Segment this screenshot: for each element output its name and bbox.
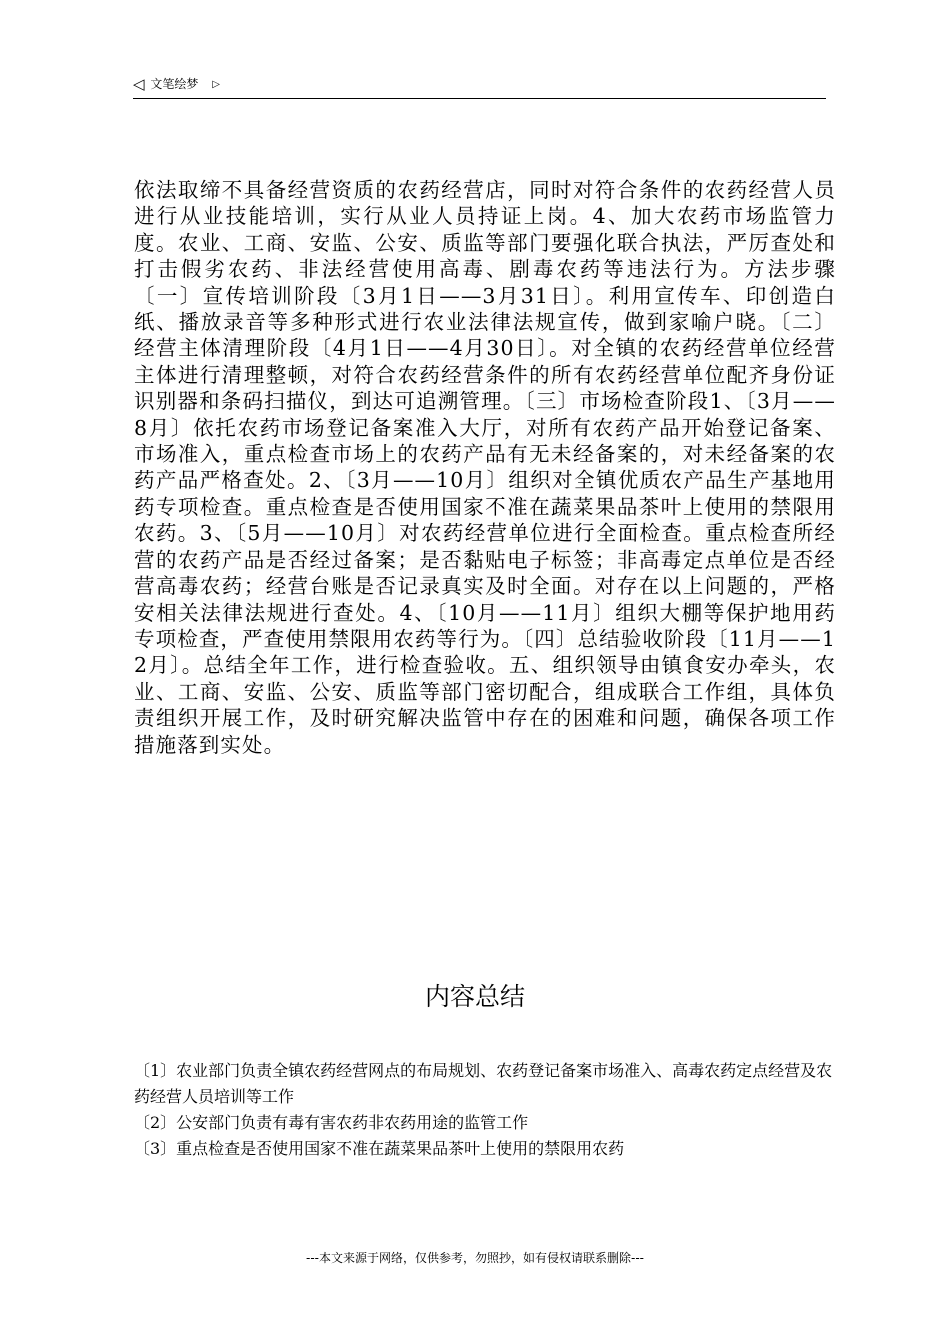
summary-item-3: 〔3〕重点检查是否使用国家不准在蔬菜果品茶叶上使用的禁限用农药	[134, 1139, 625, 1158]
summary-title: 内容总结	[424, 982, 525, 1011]
header-brand	[133, 76, 220, 93]
triangle-right-icon: ▷	[212, 79, 220, 90]
summary-list	[134, 1058, 834, 1162]
summary-item-1: 〔1〕农业部门负责全镇农药经营网点的布局规划、农药登记备案市场准入、高毒农药定点经营及农药经营人员培训等工作	[134, 1061, 833, 1106]
triangle-left-icon: ◁	[133, 75, 145, 93]
page-header	[133, 74, 826, 99]
brand-name: 文笔绘梦	[150, 77, 199, 91]
body-paragraph: 依法取缔不具备经营资质的农药经营店，同时对符合条件的农药经营人员进行从业技能培训，实行从业人员持证上岗。4、加大农药市场监管力度。农业、工商、安监、公安、质监等部门要强化联合执法，严厉查处和打击假劣农药、非法经营使用高毒、剧毒农药等违法行为。方法步骤〔一〕宣传培训阶段〔3月1日——3月31日〕。利用宣传车、印创造白纸、播放录音等多种形式进行农业法律法规宣传，做到家喻户晓。〔二〕经营主体清理阶段〔4月1日——4月30日〕。对全镇的农药经营单位经营主体进行清理整顿，对符合农药经营条件的所有农药经营单位配齐身份证识别器和条码扫描仪，到达可追溯管理。〔三〕市场检查阶段1、〔3月——8月〕依托农药市场登记备案准入大厅，对所有农药产品开始登记备案、市场准入，重点检查市场上的农药产品有无未经备案的，对未经备案的农药产品严格查处。2、〔3月——10月〕组织对全镇优质农产品生产基地用药专项检查。重点检查是否使用国家不准在蔬菜果品茶叶上使用的禁限用农药。3、〔5月——10月〕对农药经营单位进行全面检查。重点检查所经营的农药产品是否经过备案；是否黏贴电子标签；非高毒定点单位是否经营高毒农药；经营台账是否记录真实及时全面。对存在以上问题的，严格安相关法律法规进行查处。4、〔10月——11月〕组织大棚等保护地用药专项检查，严查使用禁限用农药等行为。〔四〕总结验收阶段〔11月——12月〕。总结全年工作，进行检查验收。五、组织领导由镇食安办牵头，农业、工商、安监、公安、质监等部门密切配合，组成联合工作组，具体负责组织开展工作，及时研究解决监管中存在的困难和问题，确保各项工作措施落到实处。	[134, 178, 836, 757]
summary-item-2: 〔2〕公安部门负责有毒有害农药非农药用途的监管工作	[134, 1113, 529, 1132]
page-footer: ---本文来源于网络，仅供参考，勿照抄，如有侵权请联系删除---	[306, 1251, 644, 1265]
